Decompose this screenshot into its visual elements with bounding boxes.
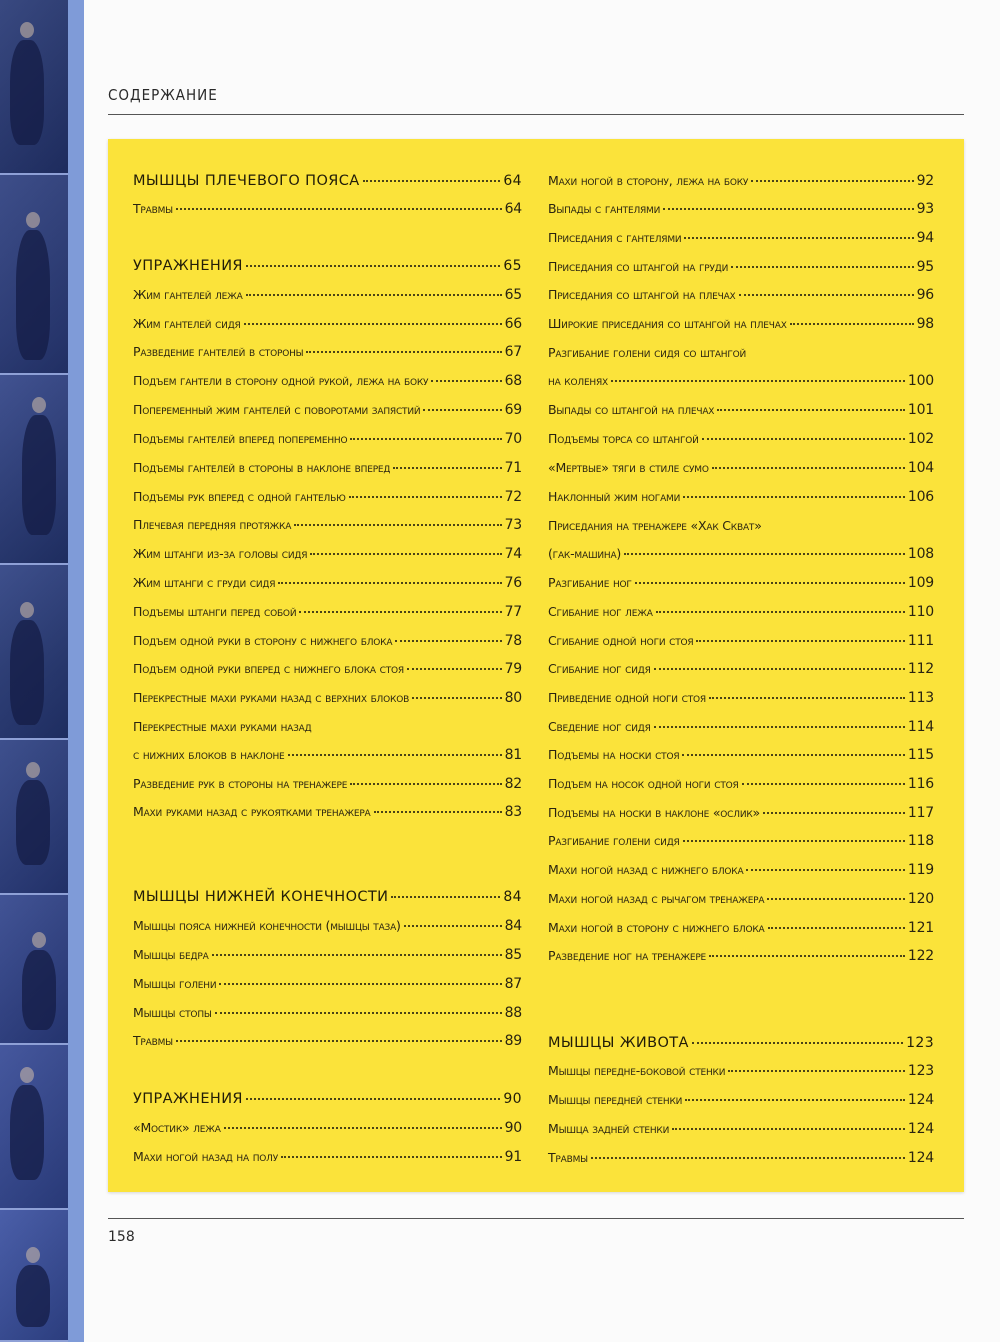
- toc-page-number: 89: [504, 1033, 522, 1049]
- toc-entry: [548, 316, 934, 338]
- toc-entry-title: Травмы: [548, 1150, 588, 1165]
- toc-entry: [133, 402, 522, 424]
- toc-entry: [548, 575, 934, 597]
- toc-dot-leader: [746, 868, 904, 871]
- toc-page-number: 114: [907, 719, 934, 735]
- toc-page-number: 84: [504, 918, 522, 934]
- toc-page-number: 67: [504, 344, 522, 360]
- toc-dot-leader: [281, 1155, 502, 1158]
- toc-entry-title: МЫШЦЫ НИЖНЕЙ КОНЕЧНОСТИ: [133, 889, 389, 905]
- toc-page-number: 106: [907, 489, 934, 505]
- toc-dot-leader: [709, 954, 905, 957]
- toc-entry: [548, 460, 934, 482]
- toc-page-number: 84: [503, 889, 522, 905]
- toc-dot-leader: [692, 1041, 903, 1044]
- toc-dot-leader: [374, 810, 502, 813]
- toc-entry-title: Наклонный жим ногами: [548, 489, 681, 504]
- toc-entry: [133, 804, 522, 826]
- toc-page-number: 82: [504, 776, 522, 792]
- toc-dot-leader: [393, 466, 501, 469]
- toc-page-number: 93: [916, 201, 934, 217]
- toc-entry-title: Подъем гантели в сторону одной рукой, лежа на боку: [133, 373, 429, 388]
- toc-entry-title: Махи ногой в сторону с нижнего блока: [548, 920, 765, 935]
- toc-entry: [548, 1150, 934, 1172]
- toc-entry-title: Разведение ног на тренажере: [548, 948, 707, 963]
- toc-entry-title: Жим гантелей лежа: [133, 287, 243, 302]
- toc-entry-title: Подъем на носок одной ноги стоя: [548, 776, 739, 791]
- toc-dot-leader: [611, 379, 905, 382]
- toc-dot-leader: [685, 1098, 905, 1101]
- toc-dot-leader: [246, 293, 502, 296]
- toc-entry: [548, 1092, 934, 1114]
- toc-page-number: 64: [503, 173, 522, 189]
- toc-entry-title: Мышцы стопы: [133, 1005, 212, 1020]
- toc-page-number: 70: [504, 431, 522, 447]
- toc-entry: [133, 431, 522, 453]
- toc-entry: [548, 201, 934, 223]
- toc-page-number: 122: [907, 948, 934, 964]
- footer-rule: [108, 1218, 964, 1219]
- header-rule: [108, 114, 964, 115]
- toc-dot-leader: [654, 725, 905, 728]
- toc-entry: [133, 690, 522, 712]
- toc-page-number: 115: [907, 747, 934, 763]
- toc-page-number: 92: [916, 173, 934, 189]
- toc-page-number: 110: [907, 604, 934, 620]
- toc-dot-leader: [299, 610, 501, 613]
- toc-dot-leader: [407, 667, 502, 670]
- toc-page-number: 109: [907, 575, 934, 591]
- toc-page-number: 87: [504, 976, 522, 992]
- decorative-photo-strip: [0, 0, 68, 1342]
- toc-page-number: 113: [907, 690, 934, 706]
- toc-entry-title: Травмы: [133, 1033, 173, 1048]
- toc-page-number: 91: [504, 1149, 522, 1165]
- toc-entry-title: Мышцы пояса нижней конечности (мышцы таза): [133, 918, 401, 933]
- toc-page-number: 101: [907, 402, 934, 418]
- toc-entry: [548, 776, 934, 798]
- toc-dot-leader: [350, 782, 501, 785]
- toc-entry: [133, 344, 522, 366]
- toc-entry: [548, 373, 934, 395]
- toc-entry-title: Попеременный жим гантелей с поворотами запястий: [133, 402, 421, 417]
- toc-entry-title: Махи ногой в сторону, лежа на боку: [548, 173, 749, 188]
- toc-entry-title: Мышцы бедра: [133, 947, 209, 962]
- toc-page-number: 68: [504, 373, 522, 389]
- toc-dot-leader: [246, 1097, 500, 1100]
- toc-entry-title: МЫШЦЫ ЖИВОТА: [548, 1035, 689, 1051]
- toc-dot-leader: [350, 437, 501, 440]
- athlete-photo: [0, 175, 68, 375]
- toc-entry: [548, 1121, 934, 1143]
- toc-dot-leader: [395, 639, 501, 642]
- toc-entry: [133, 575, 522, 597]
- toc-dot-leader: [278, 581, 501, 584]
- toc-page-number: 95: [916, 259, 934, 275]
- toc-entry-title: «Мостик» лежа: [133, 1120, 221, 1135]
- toc-dot-leader: [431, 379, 501, 382]
- toc-dot-leader: [310, 552, 501, 555]
- toc-entry: [548, 747, 934, 769]
- toc-entry-title: Приведение одной ноги стоя: [548, 690, 706, 705]
- toc-entry-title: Махи ногой назад с нижнего блока: [548, 862, 744, 877]
- toc-page-number: 65: [504, 287, 522, 303]
- toc-dot-leader: [288, 753, 502, 756]
- toc-dot-leader: [684, 236, 913, 239]
- toc-page-number: 100: [907, 373, 934, 389]
- toc-entry-title: Махи ногой назад с рычагом тренажера: [548, 891, 765, 906]
- toc-entry: [548, 833, 934, 855]
- decorative-side-band: [68, 0, 84, 1342]
- toc-dot-leader: [224, 1126, 502, 1129]
- toc-page-number: 65: [503, 258, 522, 274]
- toc-dot-leader: [739, 293, 914, 296]
- toc-entry: [548, 345, 934, 367]
- toc-section-heading: [548, 1035, 934, 1057]
- toc-dot-leader: [717, 408, 905, 411]
- toc-page-number: 124: [907, 1092, 934, 1108]
- toc-entry: [548, 431, 934, 453]
- toc-entry-title: Подъемы штанги перед собой: [133, 604, 297, 619]
- toc-dot-leader: [363, 179, 501, 182]
- toc-dot-leader: [672, 1127, 905, 1130]
- toc-page-number: 90: [503, 1091, 522, 1107]
- toc-page-number: 98: [916, 316, 934, 332]
- toc-entry-title: Мышцы передней стенки: [548, 1092, 683, 1107]
- toc-page-number: 123: [906, 1035, 934, 1051]
- toc-page-number: 76: [504, 575, 522, 591]
- toc-entry-title: Подъем одной руки в сторону с нижнего блока: [133, 633, 393, 648]
- toc-entry: [548, 173, 934, 195]
- toc-entry: [133, 604, 522, 626]
- toc-entry-title: Подъемы торса со штангой: [548, 431, 699, 446]
- toc-page-number: 123: [907, 1063, 934, 1079]
- toc-page-number: 112: [907, 661, 934, 677]
- page-header-title: СОДЕРЖАНИЕ: [108, 86, 218, 104]
- toc-page-number: 119: [907, 862, 934, 878]
- toc-page-number: 85: [504, 947, 522, 963]
- toc-entry: [548, 546, 934, 568]
- toc-dot-leader: [294, 523, 501, 526]
- toc-entry: [548, 891, 934, 913]
- toc-entry: [133, 1149, 522, 1171]
- toc-dot-leader: [767, 897, 905, 900]
- toc-entry-title: Приседания со штангой на плечах: [548, 287, 736, 302]
- toc-page-number: 79: [504, 661, 522, 677]
- toc-entry-title: Сгибание одной ноги стоя: [548, 633, 694, 648]
- toc-section-heading: [133, 173, 522, 195]
- toc-dot-leader: [731, 265, 913, 268]
- toc-entry: [133, 1120, 522, 1142]
- toc-entry-title: Перекрестные махи руками назад: [133, 719, 312, 734]
- toc-page-number: 88: [504, 1005, 522, 1021]
- toc-dot-leader: [654, 667, 905, 670]
- toc-entry: [133, 633, 522, 655]
- toc-dot-leader: [423, 408, 501, 411]
- toc-entry-title: Сгибание ног сидя: [548, 661, 651, 676]
- toc-entry: [548, 690, 934, 712]
- toc-entry-title: Сведение ног сидя: [548, 719, 651, 734]
- toc-entry-title: УПРАЖНЕНИЯ: [133, 258, 243, 274]
- toc-entry-title: Выпады с гантелями: [548, 201, 661, 216]
- toc-dot-leader: [663, 207, 913, 210]
- athlete-photo: [0, 740, 68, 895]
- toc-page-number: 71: [504, 460, 522, 476]
- toc-page-number: 69: [504, 402, 522, 418]
- toc-entry: [133, 747, 522, 769]
- toc-page-number: 116: [907, 776, 934, 792]
- toc-entry-title: (гак-машина): [548, 546, 622, 561]
- toc-dot-leader: [751, 179, 913, 182]
- toc-entry: [548, 604, 934, 626]
- toc-entry-title: УПРАЖНЕНИЯ: [133, 1091, 243, 1107]
- toc-entry: [548, 805, 934, 827]
- toc-dot-leader: [702, 437, 905, 440]
- athlete-photo: [0, 375, 68, 565]
- toc-entry: [548, 287, 934, 309]
- toc-page-number: 118: [907, 833, 934, 849]
- toc-entry-title: Подъемы рук вперед с одной гантелью: [133, 489, 346, 504]
- toc-page-number: 73: [504, 517, 522, 533]
- toc-entry-title: Мышцы передне-боковой стенки: [548, 1063, 726, 1078]
- toc-section-heading: [133, 889, 522, 911]
- toc-entry: [548, 862, 934, 884]
- toc-entry: [133, 460, 522, 482]
- toc-entry-title: Жим штанги с груди сидя: [133, 575, 276, 590]
- toc-dot-leader: [215, 1011, 502, 1014]
- toc-dot-leader: [790, 322, 914, 325]
- toc-entry-title: Разведение рук в стороны на тренажере: [133, 776, 348, 791]
- toc-page-number: 117: [907, 805, 934, 821]
- athlete-photo: [0, 565, 68, 740]
- toc-dot-leader: [742, 782, 905, 785]
- toc-dot-leader: [635, 581, 905, 584]
- toc-entry-title: Подъемы гантелей вперед попеременно: [133, 431, 348, 446]
- toc-entry-title: Разведение гантелей в стороны: [133, 344, 304, 359]
- toc-entry-title: Подъемы на носки стоя: [548, 747, 680, 762]
- toc-entry: [548, 633, 934, 655]
- toc-section-heading: [133, 1091, 522, 1113]
- toc-dot-leader: [212, 953, 502, 956]
- toc-page-number: 66: [504, 316, 522, 332]
- toc-page-number: 121: [907, 920, 934, 936]
- toc-dot-leader: [768, 926, 905, 929]
- toc-entry-title: Приседания с гантелями: [548, 230, 682, 245]
- toc-entry: [548, 1063, 934, 1085]
- toc-dot-leader: [682, 753, 904, 756]
- toc-dot-leader: [306, 350, 501, 353]
- toc-dot-leader: [709, 696, 905, 699]
- toc-entry: [548, 948, 934, 970]
- toc-entry: [133, 947, 522, 969]
- toc-page-number: 81: [504, 747, 522, 763]
- toc-page-number: 124: [907, 1150, 934, 1166]
- toc-dot-leader: [683, 839, 905, 842]
- toc-page-number: 102: [907, 431, 934, 447]
- toc-entry: [133, 1005, 522, 1027]
- toc-section-heading: [133, 258, 522, 280]
- athlete-photo: [0, 1045, 68, 1210]
- toc-entry-title: МЫШЦЫ ПЛЕЧЕВОГО ПОЯСА: [133, 173, 360, 189]
- toc-entry-title: с нижних блоков в наклоне: [133, 747, 285, 762]
- toc-dot-leader: [728, 1069, 905, 1072]
- toc-entry-title: Широкие приседания со штангой на плечах: [548, 316, 787, 331]
- toc-entry-title: Подъемы на носки в наклоне «ослик»: [548, 805, 760, 820]
- toc-dot-leader: [624, 552, 905, 555]
- toc-page-number: 111: [907, 633, 934, 649]
- toc-entry-title: Сгибание ног лежа: [548, 604, 653, 619]
- toc-page-number: 77: [504, 604, 522, 620]
- toc-page-number: 104: [907, 460, 934, 476]
- toc-dot-leader: [763, 811, 905, 814]
- toc-entry: [133, 546, 522, 568]
- toc-entry: [548, 518, 934, 540]
- toc-entry: [133, 918, 522, 940]
- toc-entry: [133, 719, 522, 741]
- toc-dot-leader: [683, 495, 905, 498]
- toc-dot-leader: [176, 1039, 502, 1042]
- toc-panel: [108, 139, 964, 1192]
- toc-entry-title: Приседания со штангой на груди: [548, 259, 729, 274]
- toc-entry: [548, 719, 934, 741]
- toc-entry-title: Плечевая передняя протяжка: [133, 517, 292, 532]
- toc-page-number: 64: [504, 201, 522, 217]
- toc-entry: [133, 287, 522, 309]
- toc-entry-title: Мышцы голени: [133, 976, 217, 991]
- toc-entry: [133, 976, 522, 998]
- toc-dot-leader: [712, 466, 905, 469]
- toc-entry-title: Махи ногой назад на полу: [133, 1149, 279, 1164]
- toc-entry-title: Подъем одной руки вперед с нижнего блока стоя: [133, 661, 404, 676]
- toc-page-number: 108: [907, 546, 934, 562]
- toc-entry: [548, 489, 934, 511]
- toc-entry-title: Жим гантелей сидя: [133, 316, 241, 331]
- toc-page-number: 80: [504, 690, 522, 706]
- toc-page-number: 72: [504, 489, 522, 505]
- toc-entry-title: Приседания на тренажере «Хак Скват»: [548, 518, 762, 533]
- toc-dot-leader: [591, 1156, 905, 1159]
- toc-entry: [548, 230, 934, 252]
- toc-entry: [133, 373, 522, 395]
- page-number: 158: [108, 1229, 135, 1245]
- toc-entry-title: Мышца задней стенки: [548, 1121, 670, 1136]
- toc-dot-leader: [176, 207, 502, 210]
- toc-page-number: 120: [907, 891, 934, 907]
- toc-dot-leader: [244, 322, 502, 325]
- toc-page-number: 94: [916, 230, 934, 246]
- toc-dot-leader: [696, 639, 904, 642]
- toc-entry-title: «Мертвые» тяги в стиле сумо: [548, 460, 709, 475]
- toc-dot-leader: [404, 924, 502, 927]
- toc-entry-title: Выпады со штангой на плечах: [548, 402, 715, 417]
- athlete-photo: [0, 0, 68, 175]
- toc-entry: [548, 920, 934, 942]
- toc-entry: [548, 259, 934, 281]
- toc-dot-leader: [349, 495, 502, 498]
- toc-entry-title: Разгибание ног: [548, 575, 632, 590]
- toc-dot-leader: [656, 610, 905, 613]
- toc-entry: [133, 776, 522, 798]
- toc-entry: [133, 661, 522, 683]
- athlete-photo: [0, 895, 68, 1045]
- toc-entry: [133, 316, 522, 338]
- toc-entry: [548, 402, 934, 424]
- toc-entry: [133, 489, 522, 511]
- toc-dot-leader: [246, 264, 500, 267]
- toc-entry: [133, 517, 522, 539]
- athlete-photo: [0, 1210, 68, 1342]
- toc-entry-title: Махи руками назад с рукоятками тренажера: [133, 804, 371, 819]
- toc-entry: [548, 661, 934, 683]
- toc-entry-title: Разгибание голени сидя со штангой: [548, 345, 747, 360]
- toc-page-number: 96: [916, 287, 934, 303]
- toc-entry-title: на коленях: [548, 373, 609, 388]
- toc-page-number: 124: [907, 1121, 934, 1137]
- toc-page-number: 83: [504, 804, 522, 820]
- toc-dot-leader: [219, 982, 501, 985]
- toc-entry-title: Разгибание голени сидя: [548, 833, 680, 848]
- toc-page-number: 74: [504, 546, 522, 562]
- toc-dot-leader: [412, 696, 502, 699]
- toc-entry-title: Подъемы гантелей в стороны в наклоне вперед: [133, 460, 391, 475]
- toc-entry-title: Перекрестные махи руками назад с верхних блоков: [133, 690, 410, 705]
- toc-page-number: 90: [504, 1120, 522, 1136]
- toc-dot-leader: [391, 895, 500, 898]
- toc-entry: [133, 1033, 522, 1055]
- toc-entry-title: Жим штанги из-за головы сидя: [133, 546, 308, 561]
- toc-page-number: 78: [504, 633, 522, 649]
- toc-entry: [133, 201, 522, 223]
- toc-entry-title: Травмы: [133, 201, 173, 216]
